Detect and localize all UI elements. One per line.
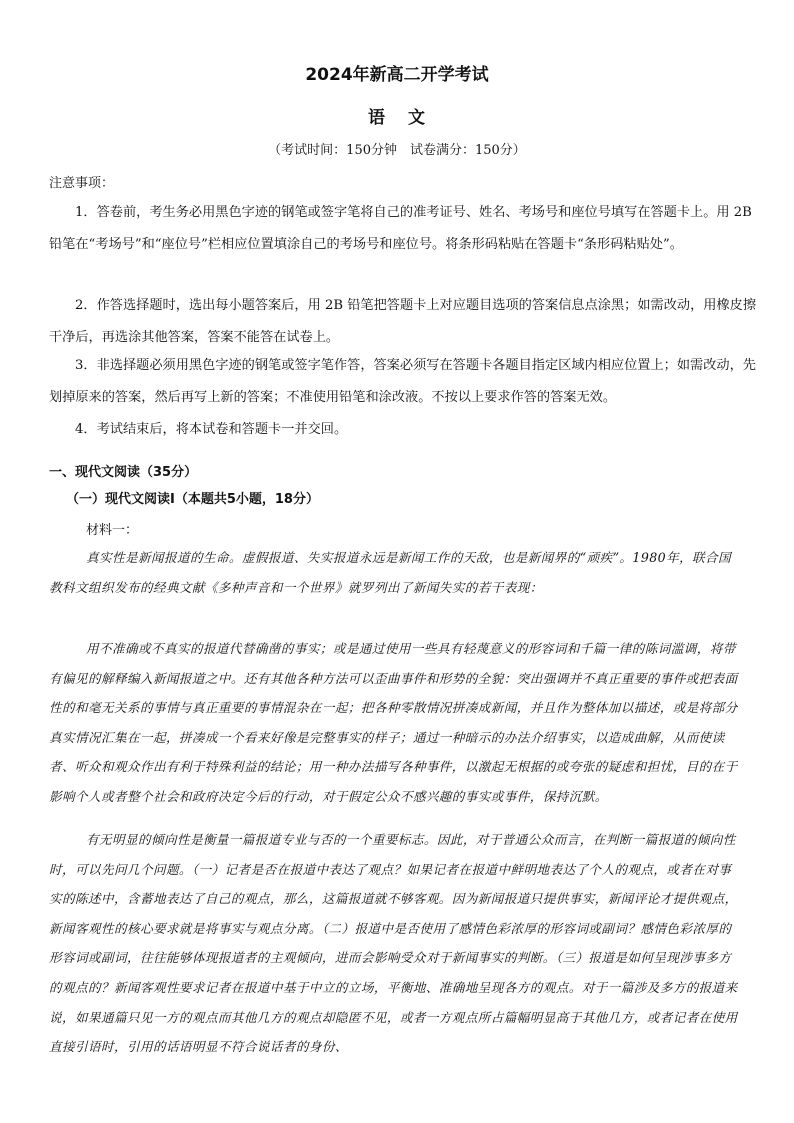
exam-title: 2024年新高二开学考试: [305, 65, 489, 85]
subject-title: [0, 103, 794, 128]
notice-item: 2．作答选择题时，选出每小题答案后，用 2B 铅笔把答题卡上对应题目选项的答案信息点涂黑；如需改动，用橡皮擦干净后，再选涂其他答案，答案不能答在试卷上。: [49, 298, 757, 345]
notice-item: 1．答卷前，考生务必用黑色字迹的钢笔或签字笔将自己的准考证号、姓名、考场号和座位号填写在答题卡上。用 2B 铅笔在“考场号”和“座位号”栏相应位置填涂自己的考场号和座位号。将条形码粘贴在答题卡“条形码粘贴处”。: [49, 205, 752, 252]
notice-item: 4．考试结束后，将本试卷和答题卡一并交回。: [75, 422, 348, 437]
section-title: 一、现代文阅读（35分）: [49, 465, 198, 480]
exam-info: （考试时间：150分钟 试卷满分：150分）: [268, 143, 526, 158]
material-paragraph: 真实性是新闻报道的生命。虚假报道、失实报道永远是新闻工作的天敌，也是新闻界的“顽疾”。1980年，联合国教科文组织发布的经典文献《多种声音和一个世界》就罗列出了新闻失实的若干表现：: [49, 550, 732, 595]
notice-item: 3．非选择题必须用黑色字迹的钢笔或签字笔作答，答案必须写在答题卡各题目指定区域内相应位置上；如需改动，先划掉原来的答案，然后再写上新的答案；不准使用铅笔和涂改液。不按以上要求作答的答案无效。: [49, 358, 756, 405]
material-label: 材料一：: [86, 523, 139, 538]
subsection-title: （一）现代文阅读Ⅰ（本题共5小题，18分）: [66, 492, 319, 507]
subject-char-1: 语: [368, 108, 386, 128]
notice-label: 注意事项：: [49, 176, 115, 191]
material-paragraph: 用不准确或不真实的报道代替确凿的事实；或是通过使用一些具有轻蔑意义的形容词和千篇一律的陈词滥调，将带有偏见的解释编入新闻报道之中。还有其他各种方法可以歪曲事件和形势的全貌：突出强调并不真正重要的事件或把表面性的和毫无关系的事情与真正重要的事情混杂在一起；把各种零散情况拼凑成新闻，并且作为整体加以描述，或是将部分真实情况汇集在一起，拼凑成一个看来好像是完整事实的样子；通过一种暗示的办法介绍事实，以造成曲解，从而使读者、听众和观众作出有利于特殊利益的结论；用一种办法描写各种事件，以激起无根据的或夸张的疑虑和担忧，目的在于影响个人或者整个社会和政府决定今后的行动，对于假定公众不感兴趣的事实或事件，保持沉默。: [49, 641, 738, 804]
material-paragraph: 有无明显的倾向性是衡量一篇报道专业与否的一个重要标志。因此，对于普通公众而言，在判断一篇报道的倾向性时，可以先问几个问题。（一）记者是否在报道中表达了观点？如果记者在报道中鲜明地表达了个人的观点，或者在对事实的陈述中，含蓄地表达了自己的观点，那么，这篇报道就不够客观。因为新闻报道只提供事实，新闻评论才提供观点，新闻客观性的核心要求就是将事实与观点分离。（二）报道中是否使用了感情色彩浓厚的形容词或副词？感情色彩浓厚的形容词或副词，往往能够体现报道者的主观倾向，进而会影响受众对于新闻事实的判断。（三）报道是如何呈现涉事多方的观点的？新闻客观性要求记者在报道中基于中立的立场，平衡地、准确地呈现各方的观点。对于一篇涉及多方的报道来说，如果通篇只见一方的观点而其他几方的观点却隐匿不见，或者一方观点所占篇幅明显高于其他几方，或者记者在使用直接引语时，引用的话语明显不符合说话者的身份、: [49, 832, 738, 1055]
subject-char-2: 文: [408, 108, 426, 128]
